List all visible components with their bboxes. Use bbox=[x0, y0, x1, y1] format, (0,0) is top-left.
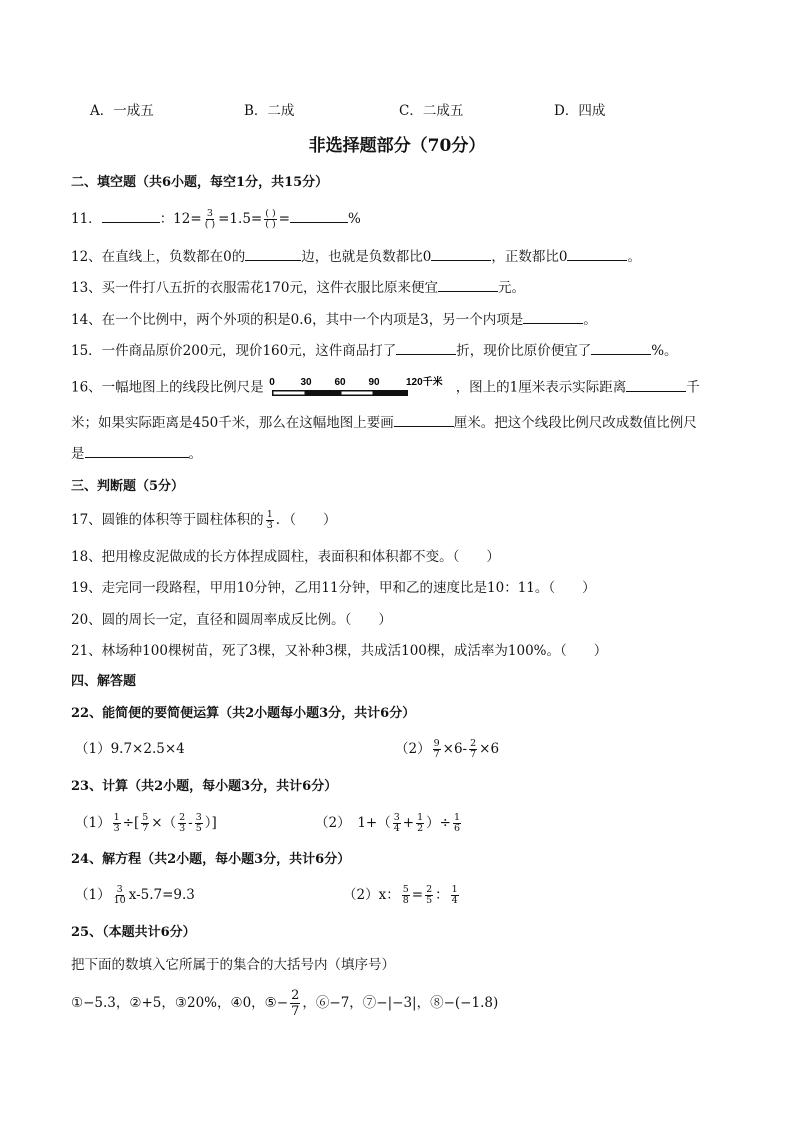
q17-f-den: 3 bbox=[266, 520, 273, 531]
q23-b-f1-num: 3 bbox=[393, 812, 400, 823]
q16-text-1: 16、一幅地图上的线段比例尺是 bbox=[71, 379, 264, 396]
choice-a: A．一成五 bbox=[90, 103, 154, 119]
q23-b-f3-den: 6 bbox=[453, 823, 461, 834]
question-16-line-1 bbox=[71, 375, 754, 401]
q22-f2-num: 2 bbox=[470, 738, 477, 749]
q24-a-rest: x-5.7=9.3 bbox=[128, 887, 195, 903]
q23-a-f4-num: 3 bbox=[195, 812, 202, 823]
question-16-line-2 bbox=[71, 412, 754, 433]
q11-f1-den: ( ) bbox=[204, 219, 216, 230]
q16-blank-2[interactable] bbox=[394, 412, 454, 427]
q14-text-1: 14、在一个比例中，两个外项的积是0.6，其中一个内项是3，另一个内项是 bbox=[71, 312, 524, 328]
q23-b-frac-1 bbox=[393, 813, 401, 834]
q25-items-1: ①−5.3，②+5，③20%，④0，⑤− bbox=[71, 995, 289, 1011]
scale-label-60: 60 bbox=[334, 377, 346, 388]
q15-text-2: 折，现价比原价便宜了 bbox=[456, 343, 592, 359]
q22-part-2 bbox=[395, 739, 499, 760]
q23-b-frac-2 bbox=[416, 813, 424, 834]
q23-a-f1-num: 1 bbox=[113, 812, 120, 823]
q24-b-f1-den: 8 bbox=[402, 895, 409, 906]
q12-blank-1[interactable] bbox=[245, 246, 301, 261]
question-25-header: 25、（本题共计6分） bbox=[71, 925, 196, 940]
section-title: 非选择题部分（70分） bbox=[308, 136, 486, 156]
q24-b-f2-den: 5 bbox=[426, 895, 433, 906]
q22-f1-den: 7 bbox=[433, 749, 440, 760]
q25-items-2: ，⑥−7，⑦−|−3|，⑧−(−1.8) bbox=[302, 995, 499, 1011]
q13-text-1: 13、买一件打八五折的衣服需花170元，这件衣服比原来便宜 bbox=[71, 280, 438, 296]
q17-fraction bbox=[266, 510, 274, 531]
question-22-header: 22、能简便的要简便运算（共2小题每小题3分，共计6分） bbox=[71, 706, 416, 721]
q15-text-3: %。 bbox=[651, 343, 678, 359]
q23-b-f2-num: 1 bbox=[417, 812, 424, 823]
scale-label-0: 0 bbox=[268, 377, 275, 388]
q17-text-1: 17、圆锥的体积等于圆柱体积的 bbox=[71, 512, 264, 528]
q24-b-f3-den: 4 bbox=[451, 895, 458, 906]
q14-text-2: 。 bbox=[583, 312, 597, 328]
q23-b-frac-3 bbox=[453, 813, 461, 834]
question-11 bbox=[71, 208, 754, 230]
q25-f-den: 7 bbox=[291, 1004, 300, 1019]
q23-b-prefix: （2） 1+（ bbox=[315, 815, 391, 831]
question-18: 18、把用橡皮泥做成的长方体捏成圆柱，表面积和体积都不变。（ ） bbox=[71, 549, 500, 565]
q16-blank-1[interactable] bbox=[626, 377, 686, 392]
q23-a-t3: - bbox=[188, 815, 193, 831]
q23-part-2 bbox=[315, 813, 463, 834]
q15-text-1: 15．一件商品原价200元，现价160元，这件商品打了 bbox=[71, 343, 397, 359]
q23-a-frac-3 bbox=[178, 813, 186, 834]
q15-blank-1[interactable] bbox=[396, 340, 456, 355]
q23-a-t4: ）] bbox=[204, 815, 217, 831]
q23-a-t2: ×（ bbox=[151, 815, 177, 831]
q25-f-num: 2 bbox=[291, 988, 300, 1003]
q24-part-1 bbox=[75, 885, 195, 906]
q11-f2-num: ( ) bbox=[265, 208, 276, 219]
q22-b-prefix: （2） bbox=[395, 741, 431, 757]
q24-a-f-den: 10 bbox=[113, 895, 126, 906]
choice-b: B．二成 bbox=[244, 103, 295, 119]
q23-a-f2-den: 7 bbox=[142, 823, 149, 834]
q24-b-frac-1 bbox=[402, 885, 410, 906]
q16-text-5: 厘米。把这个线段比例尺改成数值比例尺 bbox=[453, 415, 697, 431]
q11-fraction-2 bbox=[264, 209, 276, 230]
q16-text-6: 是 bbox=[71, 446, 85, 462]
q11-mid2: =1.5= bbox=[218, 211, 263, 227]
question-21: 21、林场种100棵树苗，死了3棵，又补种3棵，共成活100棵，成活率为100%。（ ） bbox=[71, 643, 608, 659]
q17-f-num: 1 bbox=[266, 509, 273, 520]
q23-b-f3-num: 1 bbox=[453, 812, 461, 823]
q22-f2-den: 7 bbox=[470, 749, 477, 760]
q11-blank-1[interactable] bbox=[102, 208, 160, 223]
q11-prefix: 11． bbox=[71, 211, 102, 227]
q25-fraction bbox=[290, 988, 300, 1019]
q23-a-frac-4 bbox=[195, 813, 203, 834]
q15-blank-2[interactable] bbox=[591, 340, 651, 355]
question-17 bbox=[71, 510, 754, 531]
q24-b-t2: ： bbox=[435, 887, 449, 903]
q24-b-frac-2 bbox=[425, 885, 433, 906]
q11-suffix: % bbox=[347, 211, 361, 227]
q16-text-7: 。 bbox=[188, 446, 202, 462]
q23-b-t1: + bbox=[402, 815, 415, 831]
question-14 bbox=[71, 309, 754, 330]
q16-text-2: ，图上的1厘米表示实际距离 bbox=[455, 379, 627, 396]
q24-b-frac-3 bbox=[451, 885, 459, 906]
q16-blank-3[interactable] bbox=[85, 443, 189, 458]
fill-section-header: 二、填空题（共6小题，每空1分，共15分） bbox=[71, 175, 329, 190]
q13-blank[interactable] bbox=[438, 277, 498, 292]
q23-a-t1: ÷[ bbox=[122, 815, 140, 831]
q11-f1-num: 3 bbox=[206, 208, 213, 219]
q24-b-f2-num: 2 bbox=[426, 884, 433, 895]
q23-a-f3-num: 2 bbox=[179, 812, 186, 823]
q23-b-t2: ）÷ bbox=[426, 815, 451, 831]
question-25-text: 把下面的数填入它所属于的集合的大括号内（填序号） bbox=[71, 957, 395, 973]
q23-part-1 bbox=[75, 813, 217, 834]
q16-text-4: 米；如果实际距离是450千米，那么在这幅地图上要画 bbox=[71, 415, 394, 431]
question-12 bbox=[71, 246, 754, 267]
q12-blank-2[interactable] bbox=[431, 246, 491, 261]
q22-b-end: ×6 bbox=[479, 741, 500, 757]
answer-section-header: 四、解答题 bbox=[71, 674, 137, 689]
scale-label-120: 120千米 bbox=[405, 377, 443, 388]
q24-b-prefix: （2）x： bbox=[343, 887, 400, 903]
q22-b-mid: ×6- bbox=[442, 741, 468, 757]
q13-text-2: 元。 bbox=[497, 280, 525, 296]
q11-f2-den: ( ) bbox=[265, 219, 276, 230]
q24-a-prefix: （1） bbox=[75, 887, 111, 903]
q23-a-f2-num: 5 bbox=[142, 812, 149, 823]
q11-mid3: = bbox=[278, 211, 290, 227]
q23-b-f1-den: 4 bbox=[393, 823, 400, 834]
q11-mid1: ：12= bbox=[159, 211, 202, 227]
q17-text-2: ．（ ） bbox=[275, 512, 337, 528]
q23-b-f2-den: 2 bbox=[417, 823, 424, 834]
q12-blank-3[interactable] bbox=[567, 246, 627, 261]
question-13 bbox=[71, 277, 754, 298]
q24-part-2 bbox=[343, 885, 461, 906]
choice-c: C．二成五 bbox=[399, 103, 464, 119]
judge-section-header: 三、判断题（5分） bbox=[71, 479, 185, 494]
q24-b-f1-num: 5 bbox=[402, 884, 409, 895]
q24-a-frac bbox=[113, 885, 127, 906]
scale-segment-1 bbox=[273, 392, 304, 395]
question-24-header: 24、解方程（共2小题，每小题3分，共计6分） bbox=[71, 852, 351, 867]
question-16-line-3 bbox=[71, 443, 754, 464]
q23-a-frac-1 bbox=[113, 813, 121, 834]
choice-d: D．四成 bbox=[554, 103, 606, 119]
q23-a-f1-den: 3 bbox=[113, 823, 120, 834]
scale-label-30: 30 bbox=[300, 377, 312, 388]
q23-a-prefix: （1） bbox=[75, 815, 111, 831]
q24-b-f3-num: 1 bbox=[451, 884, 458, 895]
q11-fraction-1 bbox=[204, 209, 216, 230]
q14-blank[interactable] bbox=[523, 309, 583, 324]
q24-a-f-num: 3 bbox=[116, 884, 123, 895]
question-20: 20、圆的周长一定，直径和圆周率成反比例。（ ） bbox=[71, 612, 392, 628]
q12-text-2: 边，也就是负数都比0 bbox=[301, 249, 432, 265]
q23-a-f3-den: 3 bbox=[179, 823, 186, 834]
q12-text-3: ，正数都比0 bbox=[491, 249, 568, 265]
q11-blank-2[interactable] bbox=[290, 208, 348, 223]
scale-label-90: 90 bbox=[368, 377, 380, 388]
q23-a-f4-den: 5 bbox=[195, 823, 202, 834]
q24-b-t1: = bbox=[411, 887, 424, 903]
q22-f1-num: 9 bbox=[433, 738, 440, 749]
q12-text-4: 。 bbox=[627, 249, 641, 265]
q22-part-1: （1）9.7×2.5×4 bbox=[75, 741, 185, 757]
question-23-header: 23、计算（共2小题，每小题3分，共计6分） bbox=[71, 779, 338, 794]
scale-segment-3 bbox=[341, 392, 372, 395]
question-25-items bbox=[71, 988, 754, 1019]
q16-text-3: 千 bbox=[686, 379, 700, 396]
q22-fraction-2 bbox=[469, 739, 477, 760]
q23-a-frac-2 bbox=[141, 813, 149, 834]
q12-text-1: 12、在直线上，负数都在0的 bbox=[71, 249, 246, 265]
q22-fraction-1 bbox=[433, 739, 441, 760]
question-15 bbox=[71, 340, 754, 361]
scale-bar-icon bbox=[268, 375, 452, 401]
question-19: 19、走完同一段路程，甲用10分钟，乙用11分钟，甲和乙的速度比是10：11。（ ） bbox=[71, 580, 596, 596]
